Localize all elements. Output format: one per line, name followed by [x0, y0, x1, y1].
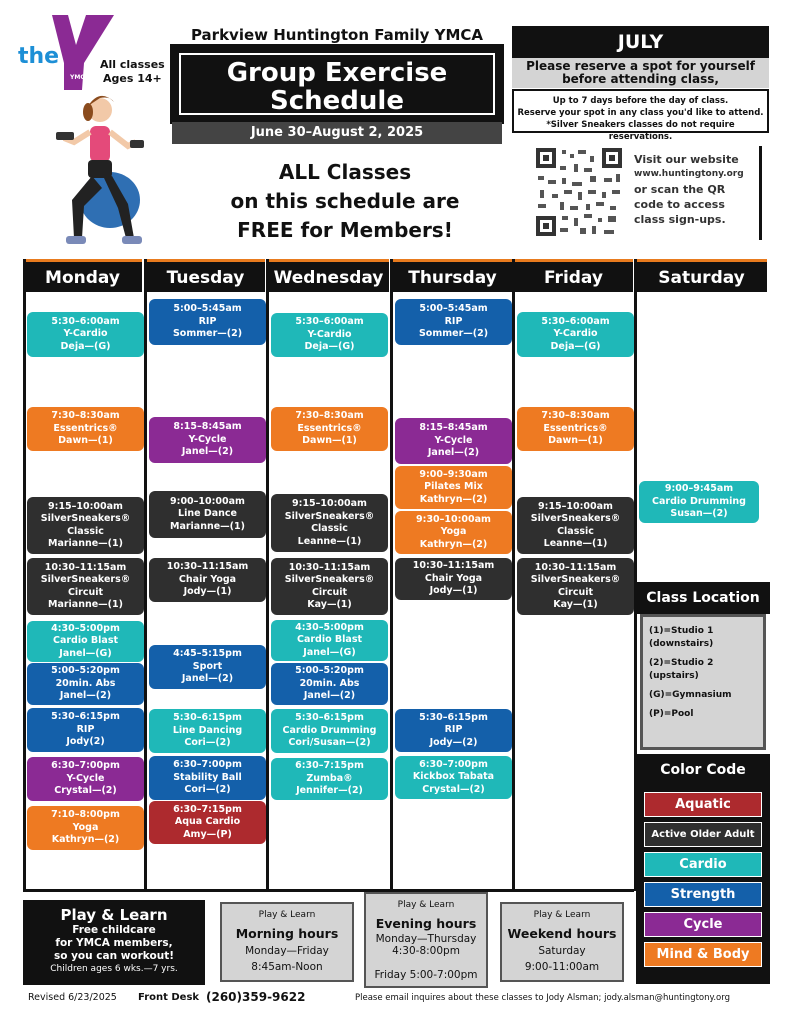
reserve-note: Up to 7 days before the day of class. Reserve your spot in any class you'd like to attend. *Silver Sneakers classes do not require reservations.	[512, 89, 769, 133]
class-who: Susan—(2)	[670, 508, 728, 520]
class-name: SilverSneakers® Classic	[530, 513, 621, 537]
class-who: Deja—(G)	[304, 341, 355, 353]
play-and-learn-box	[23, 900, 205, 985]
class-who: Crystal—(2)	[422, 783, 485, 795]
hours-time: 8:45am-Noon	[251, 961, 323, 973]
grid-divider	[266, 259, 269, 891]
class-name: Yoga	[440, 526, 467, 538]
class-who: Jody—(1)	[429, 585, 478, 597]
class-who: Cori—(2)	[184, 784, 231, 796]
class-who: Leanne—(1)	[543, 538, 608, 549]
class-who: Janel—(G)	[59, 647, 112, 659]
location-item: (1)=Studio 1 (downstairs)	[649, 626, 714, 649]
grid-divider	[390, 259, 393, 891]
class-card[interactable]	[271, 407, 388, 451]
month-label: JULY	[512, 26, 769, 58]
class-time: 7:30–8:30am	[51, 410, 120, 422]
class-name: Essentrics®	[297, 422, 362, 434]
class-time: 9:15–10:00am	[292, 498, 367, 509]
class-name: Line Dancing	[172, 724, 243, 736]
logo-the-text: the	[18, 44, 60, 69]
class-card[interactable]	[517, 497, 634, 554]
class-card[interactable]	[271, 663, 388, 705]
class-time: 4:30–5:00pm	[51, 622, 120, 634]
class-time: 9:30–10:00am	[416, 513, 491, 525]
hours-days: Saturday	[538, 945, 586, 957]
class-card[interactable]	[517, 558, 634, 615]
hours-days: Monday—Thursday	[375, 933, 477, 945]
hours-extra: Friday 5:00-7:00pm	[374, 969, 478, 981]
color-code-item: Aquatic	[644, 792, 762, 817]
class-time: 4:45–5:15pm	[173, 648, 242, 660]
class-card[interactable]	[271, 494, 388, 552]
class-time: 5:30–6:15pm	[295, 712, 364, 724]
class-time: 6:30–7:15pm	[295, 760, 364, 772]
class-card[interactable]	[517, 407, 634, 451]
class-card[interactable]	[395, 299, 512, 345]
instructor-illustration	[52, 88, 144, 250]
class-card[interactable]	[27, 497, 144, 554]
class-name: Y-Cycle	[188, 433, 227, 445]
weekend-hours	[500, 902, 624, 982]
class-card[interactable]	[27, 806, 144, 850]
class-time: 9:00–9:30am	[419, 468, 488, 480]
class-time: 6:30–7:00pm	[51, 760, 120, 772]
class-who: Janel—(G)	[303, 646, 356, 658]
class-card[interactable]	[395, 558, 512, 600]
class-name: Cardio Blast	[52, 635, 119, 647]
class-time: 6:30–7:15pm	[173, 803, 242, 815]
class-time: 10:30–11:15am	[412, 560, 495, 572]
class-who: Dawn—(1)	[58, 435, 113, 447]
class-who: Kathryn—(2)	[419, 493, 488, 505]
class-name: Y-Cardio	[307, 328, 352, 340]
class-time: 5:30–6:15pm	[419, 711, 488, 723]
class-card[interactable]	[27, 708, 144, 752]
class-card[interactable]	[149, 756, 266, 800]
class-who: Amy—(P)	[183, 828, 232, 840]
class-time: 5:30–6:00am	[295, 316, 364, 328]
class-card[interactable]	[149, 645, 266, 689]
qr-section	[522, 146, 762, 240]
class-time: 7:30–8:30am	[295, 410, 364, 422]
play-line: for YMCA members,	[55, 937, 173, 949]
class-time: 10:30–11:15am	[534, 561, 617, 573]
class-who: Deja—(G)	[60, 340, 111, 352]
grid-bottom-line	[23, 889, 634, 892]
class-who: Jennifer—(2)	[296, 785, 363, 797]
class-name: Essentrics®	[53, 422, 118, 434]
hours-title: Weekend hours	[507, 926, 617, 941]
play-line: Free childcare	[72, 924, 156, 936]
class-name: 20min. Abs	[55, 677, 116, 689]
play-ages: Children ages 6 wks.—7 yrs.	[50, 964, 178, 974]
class-who: Janel—(2)	[181, 446, 234, 458]
class-who: Janel—(2)	[303, 690, 356, 702]
class-card[interactable]	[27, 621, 144, 662]
class-who: Jody—(2)	[429, 736, 478, 748]
front-desk-label: Front Desk	[138, 992, 200, 1003]
grid-divider	[23, 259, 26, 891]
class-name: Y-Cardio	[553, 328, 598, 340]
hours-days: Monday—Friday	[245, 945, 329, 957]
hours-label: Play & Learn	[533, 910, 591, 920]
hours-time: 4:30-8:00pm	[392, 945, 460, 957]
class-who: Sommer—(2)	[172, 328, 243, 340]
revised-date: Revised 6/23/2025	[28, 992, 117, 1003]
class-card[interactable]	[395, 756, 512, 799]
class-time: 8:15–8:45am	[173, 421, 242, 433]
class-location-title: Class Location	[636, 582, 770, 614]
morning-hours	[220, 902, 354, 982]
play-line: so you can workout!	[53, 950, 175, 962]
class-name: RIP	[444, 724, 463, 736]
class-card[interactable]	[395, 709, 512, 752]
visit-website-text: Visit our website www.huntingtony.org or scan the QR code to access class sign-ups.	[634, 152, 759, 227]
class-time: 5:00–5:20pm	[51, 665, 120, 677]
class-time: 9:15–10:00am	[48, 500, 123, 512]
class-card[interactable]	[149, 491, 266, 538]
class-who: Kathryn—(2)	[51, 834, 120, 846]
class-card[interactable]	[27, 312, 144, 357]
class-who: Marianne—(1)	[170, 520, 245, 532]
class-who: Dawn—(1)	[548, 435, 603, 447]
class-name: Aqua Cardio	[174, 816, 241, 828]
class-who: Crystal—(2)	[54, 785, 117, 797]
class-name: Y-Cardio	[63, 328, 108, 340]
color-code-item: Mind & Body	[644, 942, 762, 967]
class-who: Cori—(2)	[184, 737, 231, 749]
class-name: Line Dance	[178, 508, 237, 520]
grid-divider	[144, 259, 147, 891]
class-name: SilverSneakers® Circuit	[40, 574, 131, 598]
class-name: SilverSneakers® Classic	[40, 513, 131, 537]
class-time: 5:30–6:00am	[541, 315, 610, 327]
class-card[interactable]	[395, 418, 512, 464]
class-time: 5:00–5:20pm	[295, 665, 364, 677]
class-name: Chair Yoga	[178, 573, 237, 585]
class-time: 9:15–10:00am	[538, 500, 613, 512]
class-name: Cardio Drumming	[282, 724, 377, 736]
class-name: SilverSneakers® Circuit	[284, 574, 375, 598]
title-box	[172, 46, 502, 122]
class-time: 8:15–8:45am	[419, 422, 488, 434]
color-code-title: Color Code	[636, 754, 770, 786]
class-name: Cardio Drumming	[652, 495, 746, 507]
class-who: Leanne—(1)	[297, 535, 362, 547]
class-time: 6:30–7:00pm	[419, 758, 488, 770]
class-card[interactable]	[27, 407, 144, 451]
class-name: RIP	[76, 723, 95, 735]
class-name: Kickbox Tabata	[412, 771, 495, 783]
class-name: SilverSneakers® Circuit	[530, 574, 621, 598]
class-card[interactable]	[149, 299, 266, 345]
class-name: Chair Yoga	[424, 572, 483, 584]
class-who: Jody—(1)	[183, 586, 232, 598]
class-time: 9:00–10:00am	[170, 495, 245, 507]
class-card[interactable]	[149, 709, 266, 753]
class-name: Y-Cycle	[66, 772, 105, 784]
class-card[interactable]	[271, 313, 388, 357]
class-name: Essentrics®	[543, 422, 608, 434]
day-header-saturday: Saturday	[636, 259, 767, 292]
class-location-legend	[640, 614, 766, 750]
day-header-thursday: Thursday	[392, 259, 513, 292]
color-code-item: Strength	[644, 882, 762, 907]
class-card[interactable]	[271, 758, 388, 800]
class-name: 20min. Abs	[299, 677, 360, 689]
class-card[interactable]	[271, 620, 388, 661]
color-code-item: Cardio	[644, 852, 762, 877]
day-header-tuesday: Tuesday	[146, 259, 265, 292]
location-item: (G)=Gymnasium	[649, 690, 732, 700]
class-card[interactable]	[149, 801, 266, 844]
class-who: Deja—(G)	[550, 340, 601, 352]
class-card[interactable]	[149, 558, 266, 602]
class-time: 7:10–8:00pm	[51, 809, 120, 821]
day-header-friday: Friday	[514, 259, 633, 292]
email-note: Please email inquires about these classes to Jody Alsman; jody.alsman@huntingtony.org	[355, 993, 730, 1003]
class-who: Marianne—(1)	[48, 538, 123, 549]
class-name: SilverSneakers® Classic	[284, 510, 375, 534]
logo-ymca-text: YMCA	[70, 74, 90, 81]
class-who: Marianne—(1)	[48, 599, 123, 610]
class-who: Sommer—(2)	[418, 328, 489, 340]
hours-title: Evening hours	[375, 916, 477, 931]
class-who: Janel—(2)	[427, 447, 480, 459]
class-card[interactable]	[27, 757, 144, 801]
class-name: Stability Ball	[173, 771, 242, 783]
class-card[interactable]	[395, 466, 512, 509]
class-name: Y-Cycle	[434, 434, 473, 446]
grid-divider	[512, 259, 515, 891]
qr-code[interactable]	[534, 146, 624, 238]
color-code-item: Cycle	[644, 912, 762, 937]
class-time: 5:30–6:00am	[51, 315, 120, 327]
class-time: 5:00–5:45am	[419, 303, 488, 315]
class-who: Kay—(1)	[307, 599, 352, 610]
free-for-members: ALL Classes on this schedule are FREE for Members!	[230, 160, 460, 242]
schedule-dates: June 30–August 2, 2025	[172, 122, 502, 144]
class-who: Kay—(1)	[553, 599, 598, 610]
class-card[interactable]	[27, 663, 144, 705]
class-time: 10:30–11:15am	[166, 561, 249, 573]
class-time: 6:30–7:00pm	[173, 759, 242, 771]
class-name: Zumba®	[306, 772, 353, 784]
class-who: Janel—(2)	[59, 690, 112, 702]
class-who: Jody(2)	[66, 736, 105, 748]
class-time: 7:30–8:30am	[541, 410, 610, 422]
class-who: Kathryn—(2)	[419, 538, 488, 550]
org-name: Parkview Huntington Family YMCA	[190, 26, 484, 44]
evening-hours	[364, 892, 488, 988]
front-desk-phone[interactable]: (260)359-9622	[206, 990, 306, 1004]
color-code-legend	[636, 786, 770, 984]
class-name: Cardio Blast	[296, 634, 363, 646]
class-card[interactable]	[149, 417, 266, 463]
hours-label: Play & Learn	[258, 910, 316, 920]
class-time: 10:30–11:15am	[288, 561, 371, 573]
color-code-item: Active Older Adult	[644, 822, 762, 847]
class-time: 5:00–5:45am	[173, 303, 242, 315]
class-time: 10:30–11:15am	[44, 561, 127, 573]
day-header-wednesday: Wednesday	[268, 259, 389, 292]
hours-title: Morning hours	[235, 926, 339, 941]
class-who: Dawn—(1)	[302, 435, 357, 447]
day-header-monday: Monday	[23, 259, 142, 292]
location-item: (2)=Studio 2 (upstairs)	[649, 658, 714, 681]
hours-time: 9:00-11:00am	[524, 961, 600, 973]
page-title: Group Exercise Schedule	[179, 53, 495, 115]
play-title: Play & Learn	[60, 906, 168, 924]
class-card[interactable]	[271, 709, 388, 753]
class-who: Cori/Susan—(2)	[288, 737, 371, 749]
class-card[interactable]	[639, 481, 759, 523]
class-name: RIP	[198, 315, 217, 327]
website-link[interactable]: www.huntingtony.org	[634, 169, 744, 179]
class-time: 5:30–6:15pm	[51, 711, 120, 723]
class-time: 4:30–5:00pm	[295, 621, 364, 633]
class-name: RIP	[444, 315, 463, 327]
class-name: Yoga	[72, 821, 99, 833]
class-name: Sport	[192, 660, 223, 672]
class-card[interactable]	[271, 558, 388, 615]
hours-label: Play & Learn	[397, 900, 455, 910]
class-card[interactable]	[395, 511, 512, 554]
class-who: Janel—(2)	[181, 673, 234, 685]
class-card[interactable]	[27, 558, 144, 615]
class-time: 9:00–9:45am	[664, 483, 734, 495]
location-item: (P)=Pool	[649, 709, 694, 719]
ages-note: All classes Ages 14+	[100, 58, 165, 85]
class-time: 5:30–6:15pm	[173, 712, 242, 724]
class-name: Pilates Mix	[424, 481, 483, 493]
class-card[interactable]	[517, 312, 634, 357]
reserve-banner: Please reserve a spot for yourself before attending class,	[512, 58, 769, 88]
